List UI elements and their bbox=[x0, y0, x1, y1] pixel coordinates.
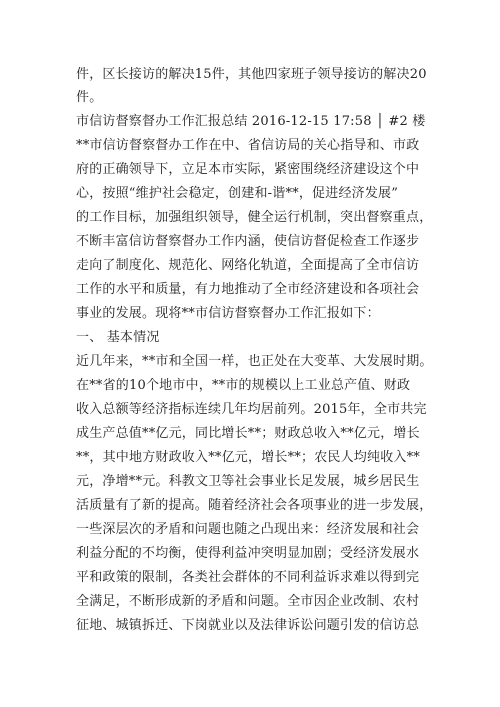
text-line-20: 一些深层次的矛盾和问题也随之凸现出来：经济发展和社会 bbox=[76, 522, 420, 537]
text-line-16: 成生产总值**亿元，同比增长**；财政总收入**亿元，增长 bbox=[76, 426, 420, 441]
section-heading: 一、 基本情况 bbox=[76, 330, 160, 345]
post-header-line: 市信访督察督办工作汇报总结 2016-12-15 17:58 │ #2 楼 bbox=[76, 114, 426, 129]
text-line-23: 全满足，不断形成新的矛盾和问题。全市因企业改制、农村 bbox=[76, 594, 420, 609]
text-line-15: 收入总额等经济指标连续几年均居前列。2015年，全市共完 bbox=[76, 402, 427, 417]
text-line-6: 心，按照“维护社会稳定，创建和-谐**，促进经济发展” bbox=[76, 186, 399, 201]
text-line-24: 征地、城镇拆迁、下岗就业以及法律诉讼问题引发的信访总 bbox=[76, 618, 420, 633]
text-line-5: 府的正确领导下，立足本市实际，紧密围绕经济建设这个中 bbox=[76, 162, 420, 177]
text-line-10: 工作的水平和质量，有力地推动了全市经济建设和各项社会 bbox=[76, 282, 420, 297]
text-line-13: 近几年来，**市和全国一样，也正处在大变革、大发展时期。 bbox=[76, 354, 433, 369]
text-line-7: 的工作目标，加强组织领导，健全运行机制，突出督察重点， bbox=[76, 210, 433, 225]
text-line-9: 走向了制度化、规范化、网络化轨道，全面提高了全市信访 bbox=[76, 258, 420, 273]
text-line-11: 事业的发展。现将**市信访督察督办工作汇报如下： bbox=[76, 306, 380, 321]
text-line-4: **市信访督察督办工作在中、省信访局的关心指导和、市政 bbox=[76, 138, 420, 153]
text-line-17: **，其中地方财政收入**亿元，增长**；农民人均纯收入** bbox=[76, 450, 421, 465]
text-line-22: 平和政策的限制，各类社会群体的不同利益诉求难以得到完 bbox=[76, 570, 420, 585]
text-line-21: 利益分配的不均衡，使得利益冲突明显加剧；受经济发展水 bbox=[76, 546, 420, 561]
text-line-18: 元，净增**元。科教文卫等社会事业长足发展，城乡居民生 bbox=[76, 474, 420, 489]
text-line-14: 在**省的10个地市中，**市的规模以上工业总产值、财政 bbox=[76, 378, 411, 393]
text-line-1: 件，区长接访的解决15件，其他四家班子领导接访的解决20 bbox=[76, 67, 427, 82]
text-line-2: 件。 bbox=[76, 90, 103, 105]
text-line-19: 活质量有了新的提高。随着经济社会各项事业的进一步发展， bbox=[76, 498, 433, 513]
text-line-8: 不断丰富信访督察督办工作内涵，使信访督促检查工作逐步 bbox=[76, 234, 420, 249]
